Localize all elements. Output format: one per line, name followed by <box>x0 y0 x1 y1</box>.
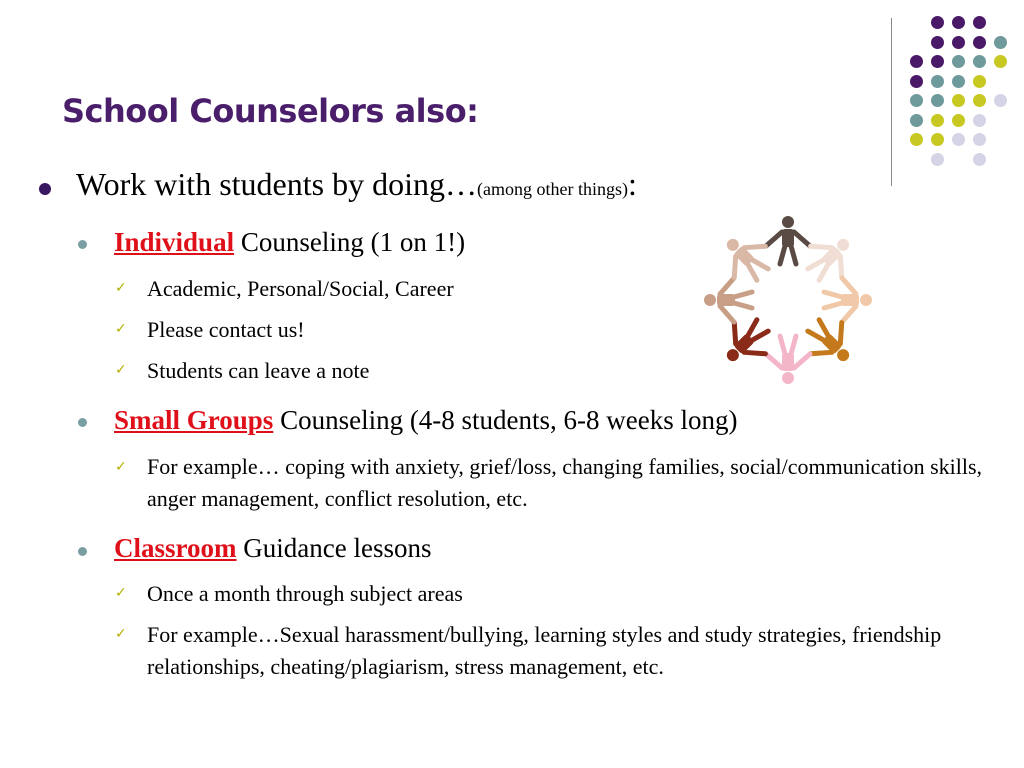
intro-colon: : <box>627 166 637 202</box>
people-circle-icon <box>693 215 883 385</box>
decorative-dot <box>994 55 1007 68</box>
section-heading-classroom <box>114 532 431 564</box>
section-heading-rest: Counseling (4-8 students, 6-8 weeks long) <box>273 405 738 435</box>
slide-title: School Counselors also: <box>62 92 479 130</box>
decorative-dot <box>910 114 923 127</box>
decorative-dot <box>973 94 986 107</box>
highlight-word: Classroom <box>114 533 237 563</box>
intro-aside: (among other things) <box>476 179 628 199</box>
decorative-dot <box>931 16 944 29</box>
decorative-dot <box>931 75 944 88</box>
decorative-dot <box>931 55 944 68</box>
purple-dot-icon <box>39 183 51 195</box>
decorative-dot <box>994 94 1007 107</box>
checkmark-icon: ✓ <box>115 626 127 642</box>
checkmark-icon: ✓ <box>115 585 127 601</box>
list-item: For example…Sexual harassment/bullying, learning styles and study strategies, friendship relationships, cheating/plagiarism, stress management, etc. <box>147 622 942 679</box>
list-item: Once a month through subject areas <box>147 581 463 606</box>
decorative-dot <box>931 114 944 127</box>
list-item: Please contact us! <box>147 317 305 342</box>
decorative-dot <box>910 75 923 88</box>
checkmark-icon: ✓ <box>115 459 127 475</box>
decorative-dot <box>931 153 944 166</box>
decorative-dot <box>952 133 965 146</box>
person-figure <box>766 216 810 264</box>
decorative-dot <box>973 153 986 166</box>
teal-dot-icon <box>78 418 87 427</box>
decorative-dot <box>952 114 965 127</box>
decorative-dot <box>931 94 944 107</box>
list-item: Academic, Personal/Social, Career <box>147 276 454 301</box>
intro-main: Work with students by doing… <box>76 166 477 202</box>
decorative-dot <box>910 55 923 68</box>
person-figure <box>704 278 752 322</box>
decorative-dot <box>952 36 965 49</box>
person-figure <box>824 278 872 322</box>
decorative-dot <box>952 16 965 29</box>
person-figure <box>766 336 810 384</box>
list-item: For example… coping with anxiety, grief/loss, changing families, social/communication skills, anger management, conflict resolution, etc. <box>147 454 983 511</box>
decorative-dot <box>973 16 986 29</box>
decorative-dot <box>910 133 923 146</box>
person-figure <box>713 225 778 290</box>
person-figure <box>798 310 863 375</box>
list-item: Students can leave a note <box>147 358 370 383</box>
decorative-dot <box>910 94 923 107</box>
decorative-dot <box>994 36 1007 49</box>
person-figure <box>713 310 778 375</box>
highlight-word: Small Groups <box>114 405 274 435</box>
checkmark-icon: ✓ <box>115 362 127 378</box>
highlight-word: Individual <box>114 227 235 257</box>
section-heading-rest: Counseling (1 on 1!) <box>234 227 466 257</box>
intro-line <box>76 166 637 207</box>
checkmark-icon: ✓ <box>115 280 127 296</box>
checkmark-icon: ✓ <box>115 321 127 337</box>
decorative-dot <box>973 55 986 68</box>
decorative-dot <box>973 75 986 88</box>
decorative-dot <box>973 36 986 49</box>
vertical-divider <box>891 18 892 186</box>
decorative-dot <box>973 133 986 146</box>
decorative-dot <box>931 133 944 146</box>
decorative-dot <box>952 55 965 68</box>
decorative-dot <box>952 94 965 107</box>
section-heading-small-groups <box>114 404 738 436</box>
person-figure <box>798 225 863 290</box>
decorative-dot <box>973 114 986 127</box>
teal-dot-icon <box>78 240 87 249</box>
decorative-dot <box>952 75 965 88</box>
section-heading-rest: Guidance lessons <box>236 533 432 563</box>
section-heading-individual <box>114 226 465 258</box>
decorative-dot <box>931 36 944 49</box>
teal-dot-icon <box>78 547 87 556</box>
